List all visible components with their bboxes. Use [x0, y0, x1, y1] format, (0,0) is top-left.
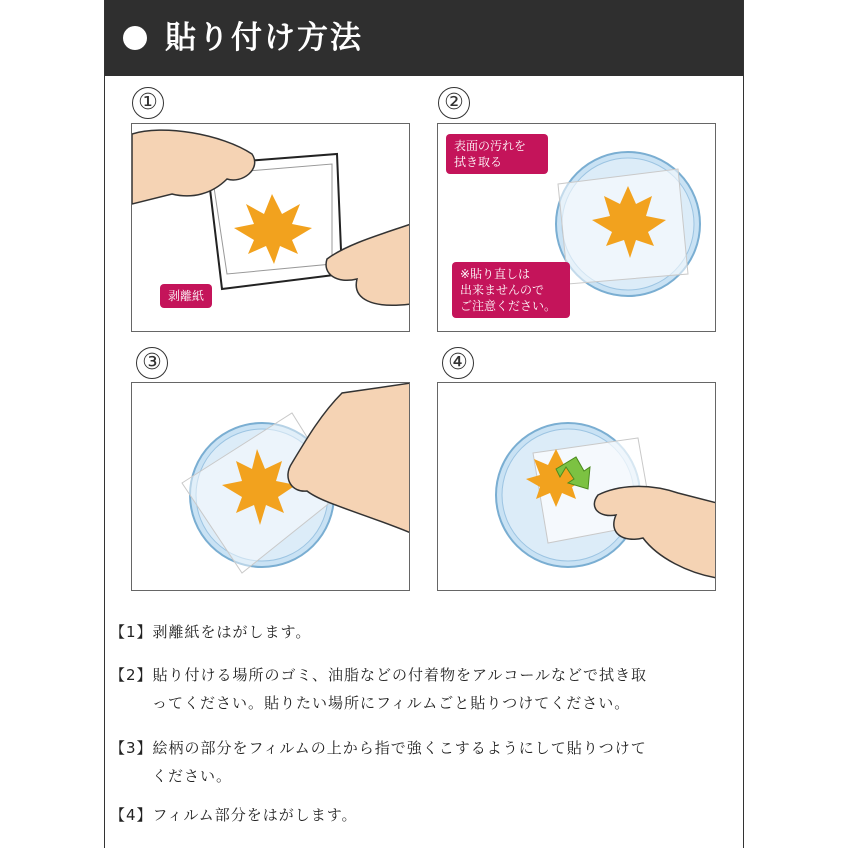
header-bar [105, 0, 743, 76]
no-reapply-warning-tag: ※貼り直しは 出来ませんので ご注意ください。 [452, 262, 570, 318]
step-3-line-2: ください。 [152, 767, 233, 785]
step-text-3 [110, 734, 740, 790]
rub-design-illustration [132, 383, 410, 591]
step-2-line-1: 【2】貼り付ける場所のゴミ、油脂などの付着物をアルコールなどで拭き取 [110, 666, 648, 684]
step-4-line-1: 【4】フィルム部分をはがします。 [110, 806, 358, 824]
peel-film-illustration [438, 383, 716, 591]
clean-surface-tag: 表面の汚れを 拭き取る [446, 134, 548, 174]
illustration-panel-1 [131, 123, 410, 332]
step-number-4: ④ [442, 347, 474, 379]
step-text-1 [110, 618, 740, 646]
step-3-line-1: 【3】絵柄の部分をフィルムの上から指で強くこするようにして貼りつけて [110, 739, 647, 757]
bullet-icon [123, 26, 147, 50]
illustration-panel-4 [437, 382, 716, 591]
step-text-2 [110, 661, 740, 717]
step-2-line-2: ってください。貼りたい場所にフィルムごと貼りつけてください。 [152, 694, 631, 712]
release-paper-tag: 剥離紙 [160, 284, 212, 308]
step-text-4 [110, 801, 740, 829]
step-1-line-1: 【1】剥離紙をはがします。 [110, 623, 312, 641]
step-number-3: ③ [136, 347, 168, 379]
step-number-1: ① [132, 87, 164, 119]
page-title: 貼り付け方法 [165, 20, 363, 56]
illustration-panel-2 [437, 123, 716, 332]
step-number-2: ② [438, 87, 470, 119]
illustration-panel-3 [131, 382, 410, 591]
